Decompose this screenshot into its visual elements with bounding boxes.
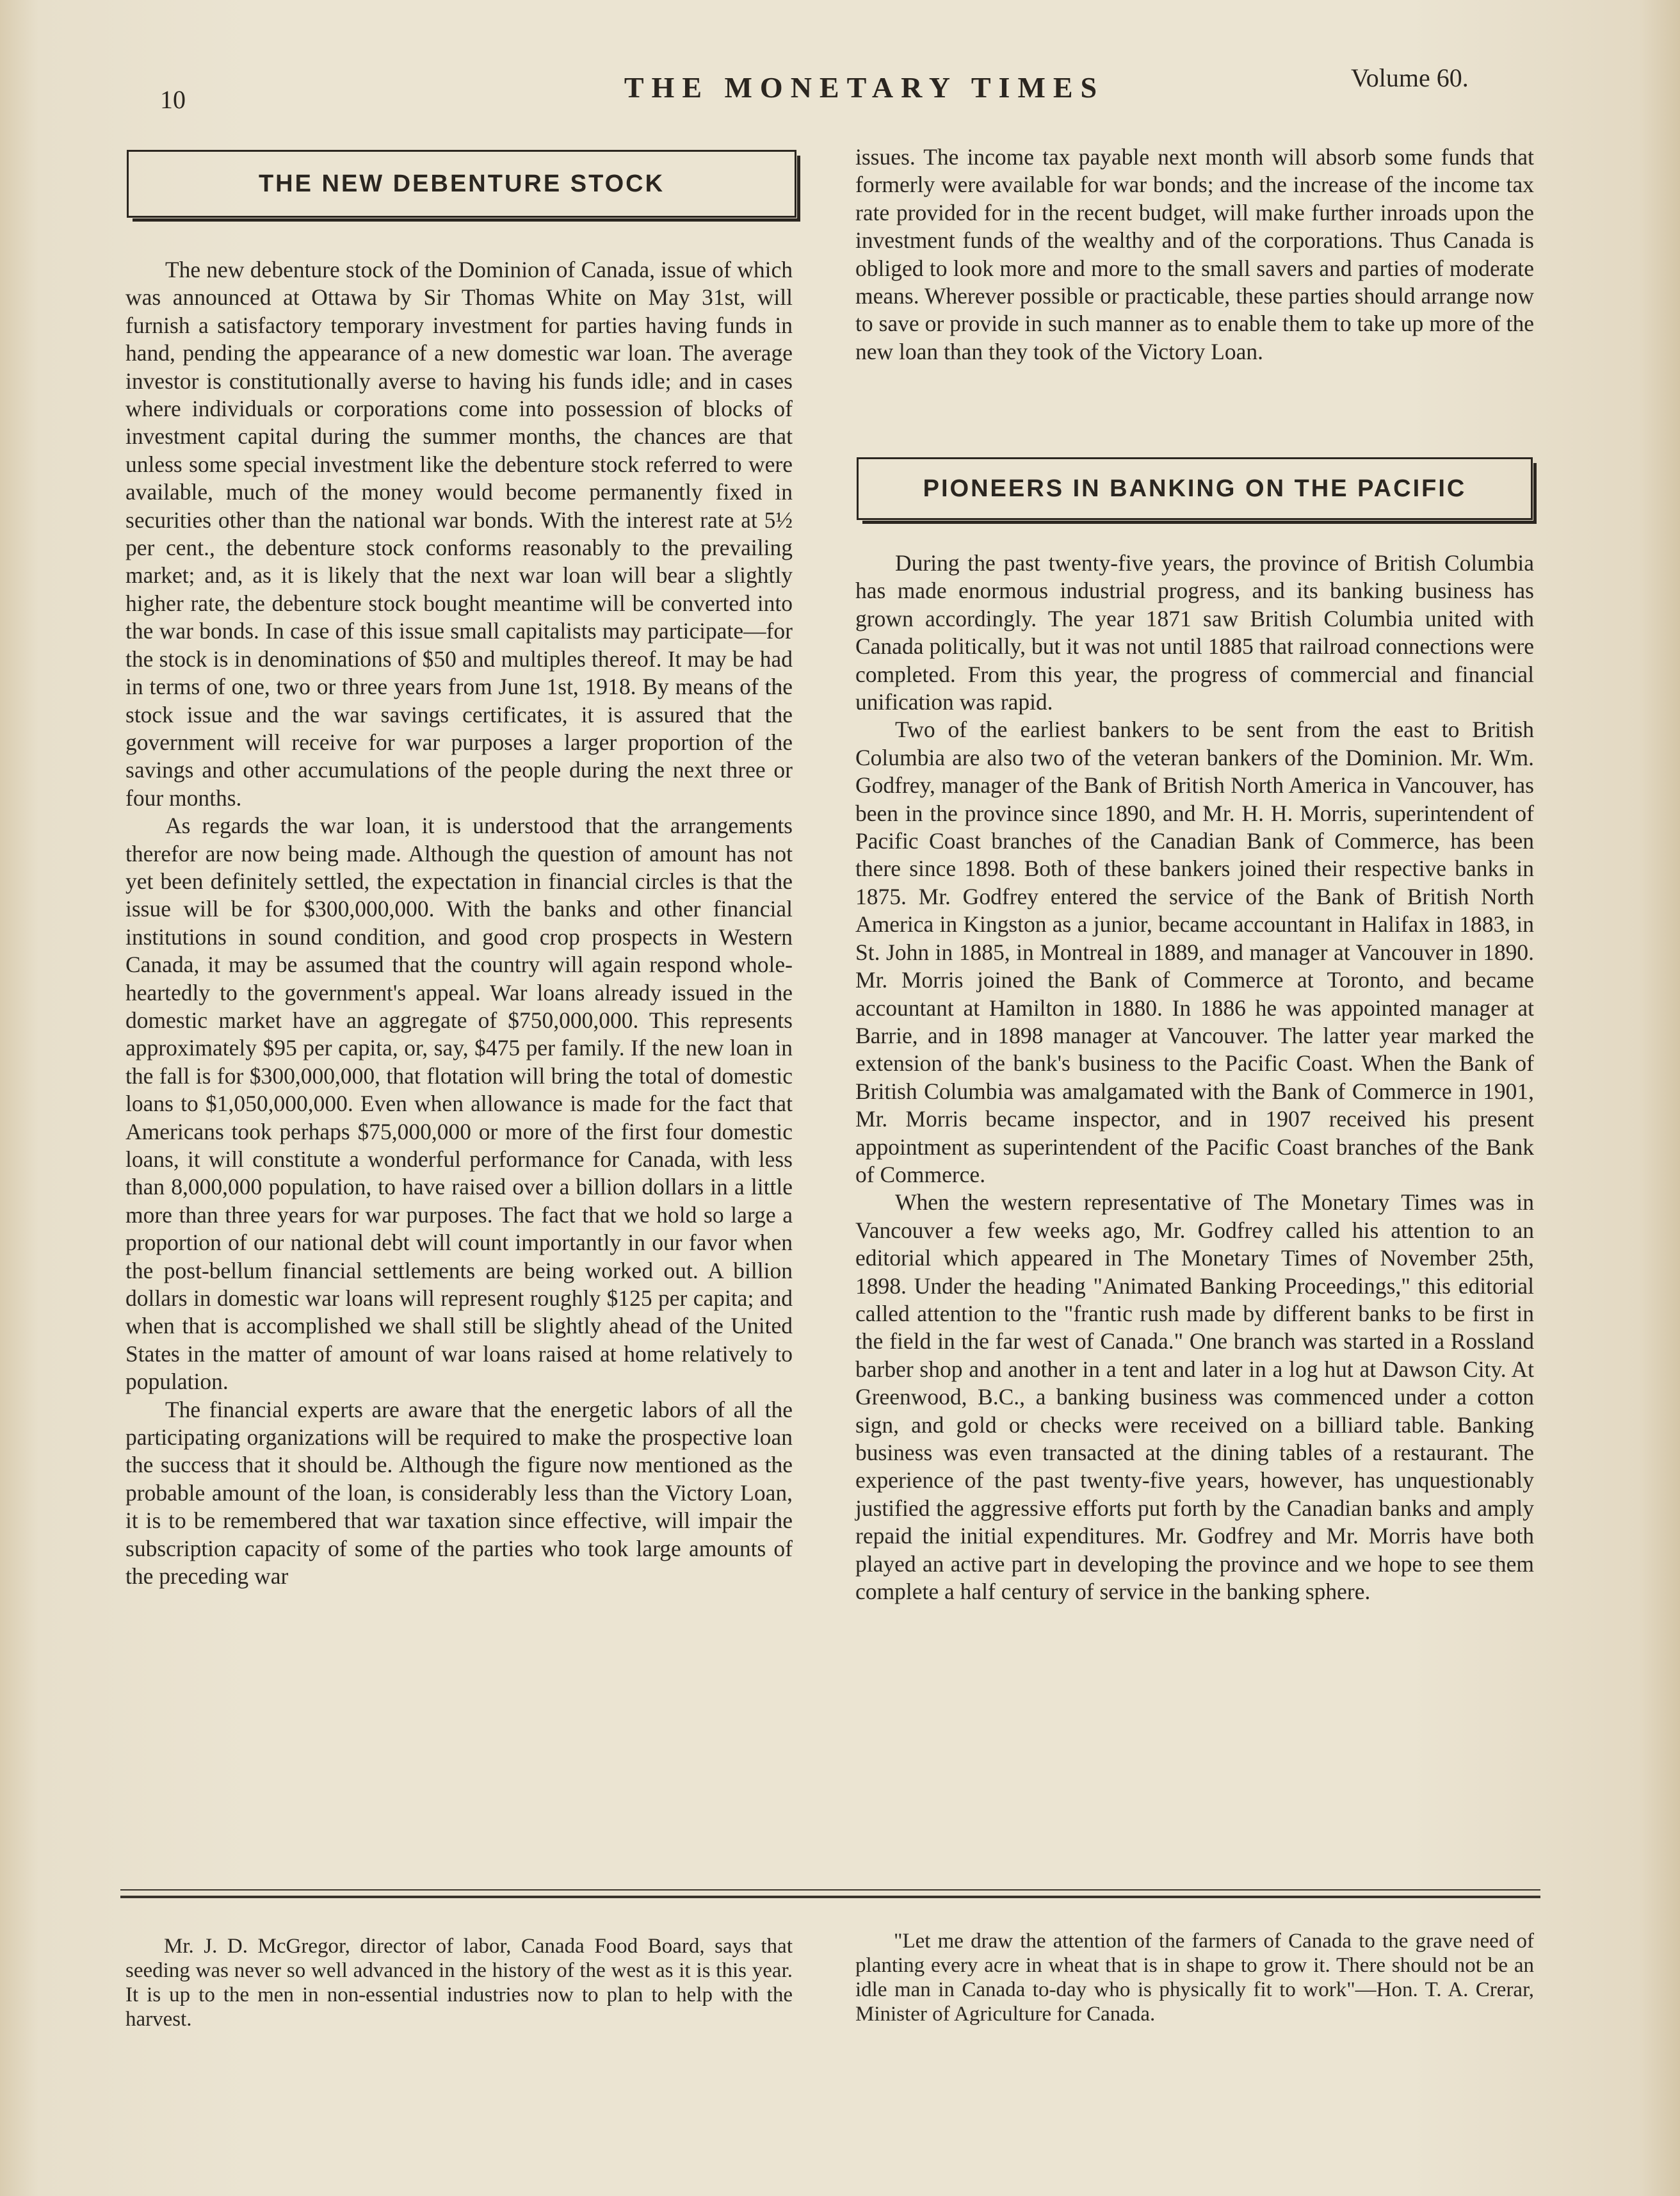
article2-paragraph: Two of the earliest bankers to be sent from the east to British Columbia are also two of the veteran bankers of the Dominion. Mr. Wm. Godfrey, manager of the Bank of British North America in Vancouver, has been in the province since 1890, and Mr. H. H. Morris, superintendent of Pacific Coast branches of the Canadian Bank of Commerce, has been there since 1898. Both of these bankers joined their respective banks in 1875. Mr. Godfrey entered the service of the Bank of British North America in Kingston as a junior, became accountant in Halifax in 1883, in St. John in 1885, in Montreal in 1889, and manager at Vancouver in 1890. Mr. Morris joined the Bank of Commerce at Toronto, and became accountant at Hamilton in 1880. In 1886 he was appointed manager at Barrie, and in 1898 manager at Vancouver. The latter year marked the extension of the bank's business to the Pacific Coast. When the Bank of British Columbia was amalgamated with the Bank of Commerce in 1901, Mr. Morris became inspector, and in 1907 received his present appointment as superintendent of the Pacific Coast branches of the Bank of Commerce. — [855, 717, 1534, 1187]
footer-divider — [120, 1889, 1540, 1891]
footer-note-left — [125, 1934, 793, 2031]
article1-body — [125, 256, 793, 1591]
article1-continuation-text: issues. The income tax payable next month will absorb some funds that formerly were available for war bonds; and the increase of the income tax rate provided for in the recent budget, will make further inroads upon the investment funds of the wealthy and of the corporations. Thus Canada is obliged to look more and more to the small savers and parties of moderate means. Wherever possible or practicable, these parties should arrange now to save or provide in such manner as to enable them to take up more of the new loan than they took of the Victory Loan. — [855, 144, 1534, 364]
page-header — [0, 59, 1680, 114]
page-number: 10 — [160, 85, 186, 114]
article1-continuation — [855, 143, 1534, 366]
footer-divider — [120, 1896, 1540, 1898]
article1-paragraph: As regards the war loan, it is understood that the arrangements therefor are now being made. Although the question of amount has not yet been definitely settled, the expectation in financial circles is that the issue will be for $300,000,000. With the banks and other financial institutions in sound condition, and good crop prospects in Western Canada, it may be assumed that the country will again respond whole-heartedly to the government's appeal. War loans already issued in the domestic market have an aggregate of $750,000,000. This represents approximately $95 per capita, or, say, $475 per family. If the new loan in the fall is for $300,000,000, that flotation will bring the total of domestic loans to $1,050,000,000. Even when allowance is made for the fact that Americans took perhaps $75,000,000 or more of the first four domestic loans, it will constitute a wonderful performance for Canada, with less than 8,000,000 population, to have raised over a billion dollars in a little more than three years for war purposes. The fact that we hold so large a proportion of our national debt will count importantly in our favor when the post-bellum financial settlements are being worked out. A billion dollars in domestic war loans will represent roughly $125 per capita; and when that is accomplished we shall still be slightly ahead of the United States in the matter of amount of war loans raised at home relatively to population. — [125, 813, 793, 1395]
footer-note-right — [855, 1929, 1534, 2026]
volume-label: Volume 60. — [1351, 63, 1469, 92]
article2-paragraph: During the past twenty-five years, the province of British Columbia has made enormous industrial progress, and its banking business has grown accordingly. The year 1871 saw British Columbia united with Canada politically, but it was not until 1885 that railroad connections were completed. From this year, the progress of commercial and financial unification was rapid. — [855, 550, 1534, 715]
footer-note-right-text: "Let me draw the attention of the farmers of Canada to the grave need of planting every acre in wheat that is in shape to grow it. There should not be an idle man in Canada to-day who is physically fit to work"—Hon. T. A. Crerar, Minister of Agriculture for Canada. — [855, 1930, 1534, 2026]
journal-title: THE MONETARY TIMES — [624, 71, 1105, 104]
article2-body — [855, 549, 1534, 1606]
article2-paragraph: When the western representative of The Monetary Times was in Vancouver a few weeks ago, Mr. Godfrey called his attention to an editorial which appeared in The Monetary Times of November 25th, 1898. Under the heading "Animated Banking Proceedings," this editorial called attention to the "frantic rush made by different banks to be first in the field in the far west of Canada." One branch was started in a Rossland barber shop and another in a tent and later in a log hut at Dawson City. At Greenwood, B.C., a banking business was commenced under a cotton sign, and gold or checks were received on a billiard table. Banking business was even transacted at the dining tables of a restaurant. The experience of the past twenty-five years, however, has unquestionably justified the aggressive efforts put forth by the Canadian banks and amply repaid the initial expenditures. Mr. Godfrey and Mr. Morris have both played an active part in developing the province and we hope to see them complete a half century of service in the banking sphere. — [855, 1189, 1534, 1605]
footer-note-left-text: Mr. J. D. McGregor, director of labor, Canada Food Board, says that seeding was never so well advanced in the history of the west as it is this year. It is up to the men in non-essential industries now to plan to help with the harvest. — [125, 1935, 793, 2031]
article1-heading: THE NEW DEBENTURE STOCK — [127, 150, 796, 218]
article1-paragraph: The financial experts are aware that the energetic labors of all the participating organizations will be required to make the prospective loan the success that it should be. Although the figure now mentioned as the probable amount of the loan, is considerably less than the Victory Loan, it is to be remembered that war taxation since effective, will impair the subscription capacity of some of the parties who took large amounts of the preceding war — [125, 1396, 793, 1590]
article2-heading: PIONEERS IN BANKING ON THE PACIFIC — [857, 457, 1533, 520]
article1-paragraph: The new debenture stock of the Dominion of Canada, issue of which was announced at Ottawa by Sir Thomas White on May 31st, will furnish a satisfactory temporary investment for parties having funds in hand, pending the appearance of a new domestic war loan. The average investor is constitutionally averse to having his funds idle; and in cases where individuals or corporations come into possession of blocks of investment capital during the summer months, the chances are that unless some special investment like the debenture stock referred to were available, much of the money would become permanently fixed in securities other than the national war bonds. With the interest rate at 5½ per cent., the debenture stock conforms reasonably to the prevailing market; and, as it is likely that the next war loan will bear a slightly higher rate, the debenture stock bought meantime will be converted into the war bonds. In case of this issue small capitalists may participate—for the stock is in denominations of $50 and multiples thereof. It may be had in terms of one, two or three years from June 1st, 1918. By means of the stock issue and the war savings certificates, it is assured that the government will receive for war purposes a larger proportion of the savings and other accumulations of the people during the next three or four months. — [125, 257, 793, 811]
